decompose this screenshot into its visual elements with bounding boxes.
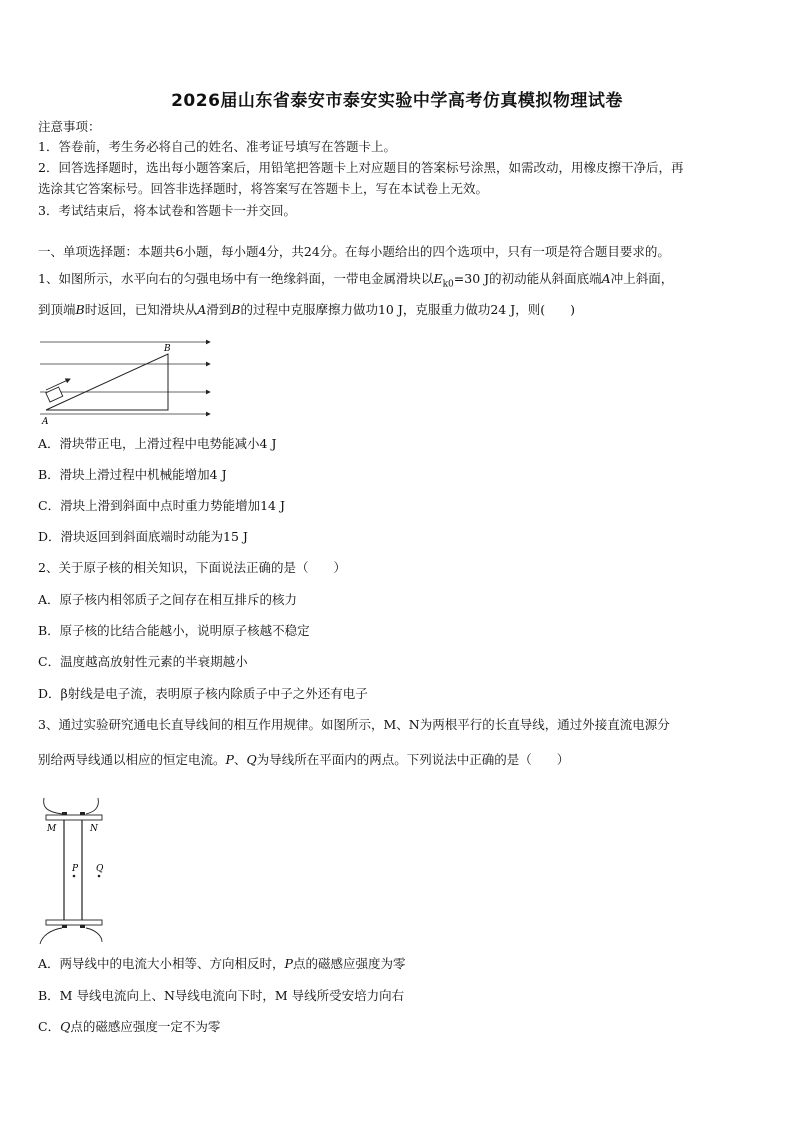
point-p: P (284, 956, 293, 971)
q2-option-b: B．原子核的比结合能越小，说明原子核越不稳定 (38, 623, 310, 638)
ek-subscript: k0 (442, 279, 454, 290)
q3-text: A．两导线中的电流大小相等、方向相反时， (38, 956, 285, 971)
q3-text: 别给两导线通以相应的恒定电流。 (38, 752, 226, 767)
notice-item-3: 3．考试结束后，将本试卷和答题卡一并交回。 (38, 203, 296, 218)
q1-option-c: C．滑块上滑到斜面中点时重力势能增加14 J (38, 498, 285, 513)
bottom-bracket (46, 920, 102, 925)
q1-option-b: B．滑块上滑过程中机械能增加4 J (38, 467, 227, 482)
label-b: B (164, 344, 171, 354)
q3-option-a (38, 955, 760, 973)
section-heading: 一、单项选择题：本题共6小题，每小题4分，共24分。在每小题给出的四个选项中，只有一项是符合题目要求的。 (38, 244, 670, 259)
label-p: P (72, 864, 79, 874)
incline-diagram (36, 340, 216, 428)
q3-stem-line-2 (38, 751, 760, 769)
top-bracket (46, 815, 102, 820)
lead-wire (44, 798, 62, 814)
incline-figure (36, 340, 216, 428)
q1-option-d: D．滑块返回到斜面底端时动能为15 J (38, 529, 248, 544)
point-q: Q (60, 1019, 71, 1034)
terminal (80, 812, 85, 815)
q3-stem-line-1: 3、通过实验研究通电长直导线间的相互作用规律。如图所示，M、N为两根平行的长直导线，通过外接直流电源分 (38, 717, 670, 732)
notice-item-2: 2．回答选择题时，选出每小题答案后，用铅笔把答题卡上对应题目的答案标号涂黑，如需改动，用橡皮擦干净后，再 (38, 160, 684, 175)
q1-text: 滑到 (206, 302, 232, 317)
ek-symbol: E (433, 271, 443, 286)
point-q: Q (246, 752, 257, 767)
q3-text: 、 (233, 752, 247, 767)
label-m: M (47, 824, 57, 834)
q3-text: 点的磁感应强度一定不为零 (70, 1019, 221, 1034)
point-a: A (601, 271, 611, 286)
terminal (80, 925, 85, 928)
q3-text: C． (38, 1019, 61, 1034)
q2-option-a: A．原子核内相邻质子之间存在相互排斥的核力 (38, 592, 298, 607)
q2-option-c: C．温度越高放射性元素的半衰期越小 (38, 654, 248, 669)
label-q: Q (96, 864, 104, 874)
q3-option-b: B．M 导线电流向上、N导线电流向下时，M 导线所受安培力向右 (38, 988, 405, 1003)
page-title: 2026届山东省泰安市泰安实验中学高考仿真模拟物理试卷 (171, 91, 623, 111)
wires-figure (36, 796, 116, 946)
q1-text: 冲上斜面， (610, 271, 674, 286)
terminal (62, 925, 67, 928)
q1-text: 的过程中克服摩擦力做功10 J，克服重力做功24 J，则( ) (240, 302, 575, 317)
q3-text: 点的磁感应强度为零 (292, 956, 406, 971)
point-p: P (225, 752, 234, 767)
terminal (62, 812, 67, 815)
q1-stem-line-1 (38, 270, 760, 294)
point-q-dot (98, 875, 101, 878)
lead-wire (40, 928, 62, 944)
point-p-dot (73, 875, 76, 878)
q1-option-a: A．滑块带正电，上滑过程中电势能减小4 J (38, 436, 277, 451)
q1-text: 1、如图所示，水平向右的匀强电场中有一绝缘斜面，一带电金属滑块以 (38, 271, 434, 286)
notice-item-2-cont: 选涂其它答案标号。回答非选择题时，将答案写在答题卡上，写在本试卷上无效。 (38, 181, 489, 196)
q3-text: 为导线所在平面内的两点。下列说法中正确的是（ ） (256, 752, 570, 767)
q1-text: 时返回，已知滑块从 (84, 302, 198, 317)
point-b: B (231, 302, 241, 317)
notice-heading: 注意事项： (38, 119, 101, 134)
label-a: A (42, 417, 49, 427)
q1-text: =30 J的初动能从斜面底端 (453, 271, 602, 286)
q1-text: 到顶端 (38, 302, 76, 317)
lead-wire (86, 928, 102, 942)
wires-diagram (36, 796, 116, 946)
q3-option-c (38, 1018, 760, 1036)
q2-option-d: D．β射线是电子流，表明原子核内除质子中子之外还有电子 (38, 686, 368, 701)
q1-stem-line-2 (38, 301, 760, 319)
label-n: N (90, 824, 98, 834)
point-b: B (75, 302, 85, 317)
notice-item-1: 1．答卷前，考生务必将自己的姓名、准考证号填写在答题卡上。 (38, 139, 396, 154)
point-a: A (197, 302, 207, 317)
lead-wire (86, 798, 98, 814)
q2-stem: 2、关于原子核的相关知识，下面说法正确的是（ ） (38, 560, 346, 575)
